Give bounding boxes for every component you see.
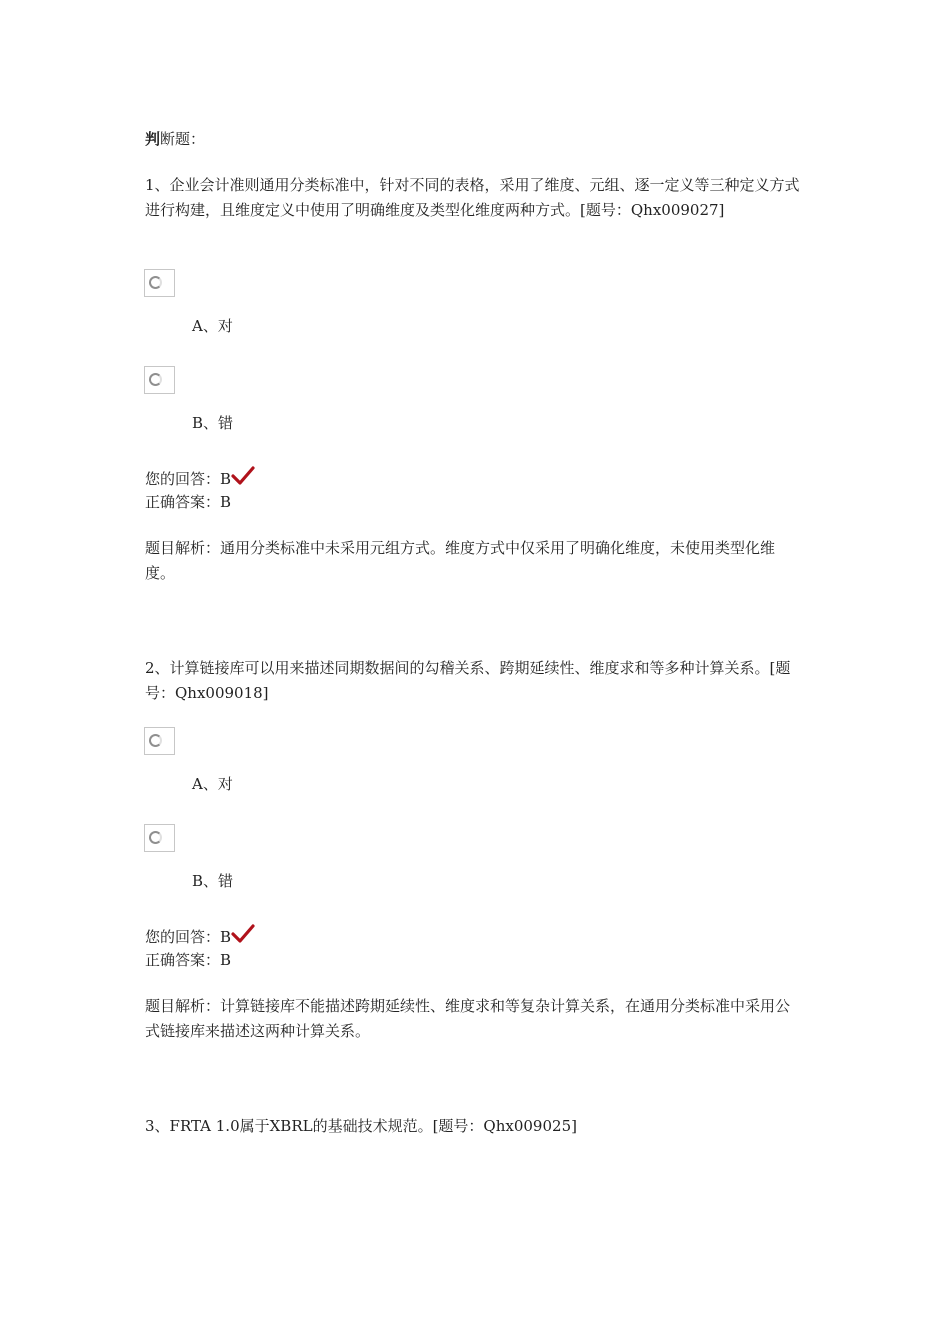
question-1-text: 1、企业会计准则通用分类标准中，针对不同的表格，采用了维度、元组、逐一定义等三种定义方式进行构建，且维度定义中使用了明确维度及类型化维度两种方式。[题号：Qhx009027] [145,176,800,219]
explanation-label: 题目解析： [145,997,221,1015]
radio-ring-icon [149,734,162,747]
explanation-text: 通用分类标准中未采用元组方式。维度方式中仅采用了明确化维度，未使用类型化维度。 [145,539,776,582]
q1-correct-answer [145,491,255,514]
q1-option-b-radio[interactable] [144,366,175,394]
q2-option-a-radio[interactable] [144,727,175,755]
question-3-text: 3、FRTA 1.0属于XBRL的基础技术规范。[题号：Qhx009025] [145,1117,577,1135]
q1-option-a-label: A、对 [192,317,233,335]
correct-answer-value: B [220,951,232,969]
radio-ring-icon [149,276,162,289]
q2-option-b-radio[interactable] [144,824,175,852]
q2-correct-answer [145,949,255,972]
q1-answer-block [145,466,255,514]
radio-ring-icon [149,373,162,386]
correct-answer-label: 正确答案： [145,493,221,511]
explanation-label: 题目解析： [145,539,221,557]
radio-ring-icon [149,831,162,844]
q2-your-answer [145,924,255,949]
q1-your-answer [145,466,255,491]
explanation-text: 计算链接库不能描述跨期延续性、维度求和等复杂计算关系，在通用分类标准中采用公式链接库来描述这两种计算关系。 [145,997,791,1040]
section-title [145,128,205,149]
question-2-text: 2、计算链接库可以用来描述同期数据间的勾稽关系、跨期延续性、维度求和等多种计算关系。[题号：Qhx009018] [145,659,791,702]
q1-option-b-label: B、错 [192,414,234,432]
section-title-rest: 断题： [160,130,206,148]
q2-option-b-label: B、错 [192,872,234,890]
correct-answer-value: B [220,493,232,511]
your-answer-value: B [220,470,232,488]
checkmark-icon [231,924,255,944]
section-title-bold: 判 [145,130,161,148]
correct-answer-label: 正确答案： [145,951,221,969]
your-answer-label: 您的回答： [145,470,221,488]
q1-explanation [145,536,805,586]
q2-answer-block [145,924,255,972]
your-answer-value: B [220,928,232,946]
your-answer-label: 您的回答： [145,928,221,946]
q2-explanation [145,994,805,1044]
q1-option-a-radio[interactable] [144,269,175,297]
checkmark-icon [231,466,255,486]
q2-option-a-label: A、对 [192,775,233,793]
